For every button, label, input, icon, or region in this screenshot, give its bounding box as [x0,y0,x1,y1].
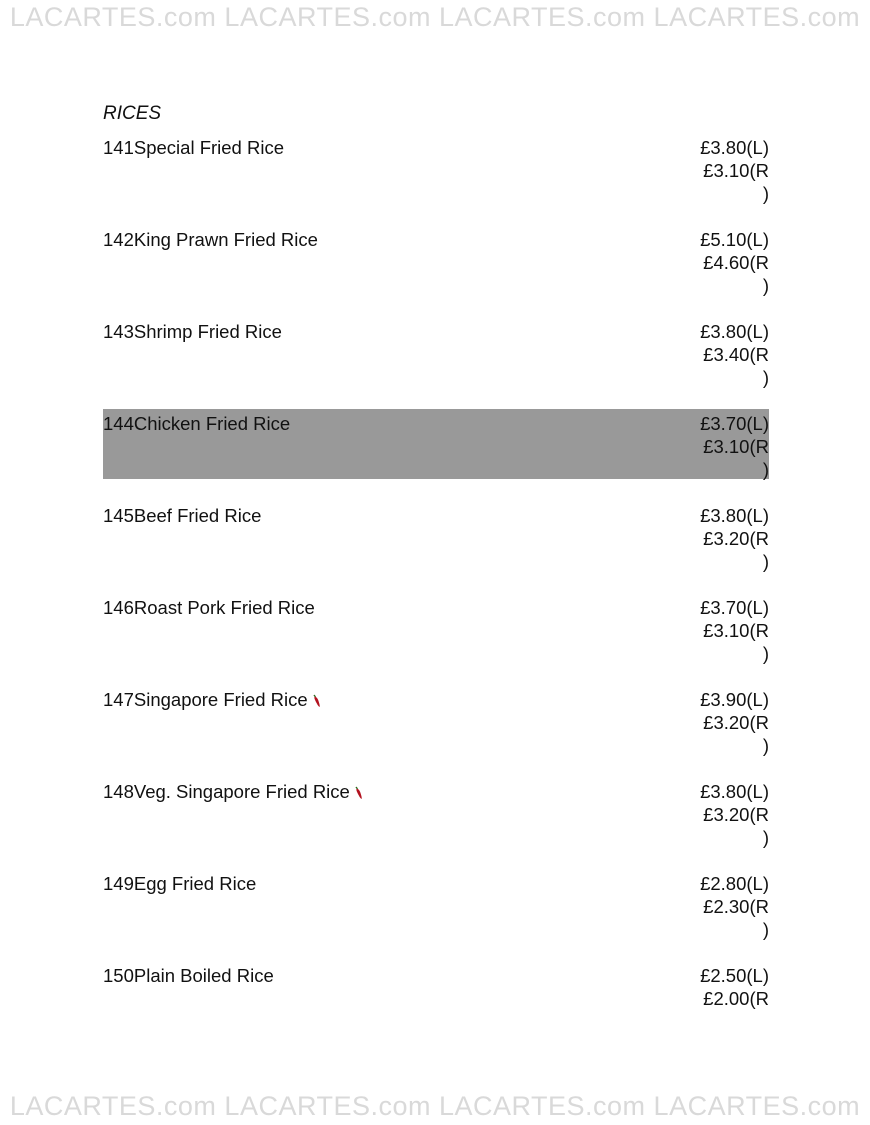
price-regular: £3.10(R [703,620,769,641]
item-price [679,964,769,1010]
item-number: 145 [103,505,134,526]
menu-item [103,504,769,596]
item-number: 146 [103,597,134,618]
item-price [679,504,769,573]
price-large: £3.80(L) [700,321,769,342]
price-regular: £3.20(R [703,804,769,825]
item-price [679,596,769,665]
price-regular: £3.40(R [703,344,769,365]
price-bracket: ) [762,919,769,940]
watermark-bottom: LACARTES.com LACARTES.com LACARTES.com LACARTES.com [9,1091,861,1121]
price-large: £2.80(L) [700,873,769,894]
price-regular: £3.10(R [703,436,769,457]
item-label: Egg Fried Rice [133,873,257,894]
item-number: 147 [103,689,134,710]
menu-item [103,228,769,320]
price-regular: £2.30(R [703,896,769,917]
item-price [679,412,769,481]
item-name [103,596,315,619]
item-name [103,136,284,159]
item-number: 141 [103,137,134,158]
price-bracket: ) [762,459,769,480]
price-bracket: ) [762,275,769,296]
item-label: Plain Boiled Rice [133,965,274,986]
item-label: Special Fried Rice [133,137,284,158]
price-regular: £3.10(R [703,160,769,181]
price-regular: £4.60(R [703,252,769,273]
menu-list [103,136,769,1056]
item-name [103,412,290,435]
item-name [103,228,318,251]
price-large: £3.70(L) [700,597,769,618]
item-number: 149 [103,873,134,894]
price-regular: £3.20(R [703,528,769,549]
item-name [103,780,364,803]
price-large: £3.80(L) [700,505,769,526]
menu-item [103,780,769,872]
price-bracket: ) [762,735,769,756]
item-label: Beef Fried Rice [133,505,262,526]
menu-item [103,688,769,780]
item-name [103,872,256,895]
menu-item [103,320,769,412]
price-bracket: ) [762,367,769,388]
price-bracket: ) [762,827,769,848]
item-price [679,688,769,757]
menu-item [103,596,769,688]
price-bracket: ) [762,551,769,572]
chili-icon [312,694,322,708]
item-number: 148 [103,781,134,802]
item-name [103,504,261,527]
price-bracket: ) [762,643,769,664]
item-price [679,228,769,297]
item-number: 142 [103,229,134,250]
price-large: £3.80(L) [700,781,769,802]
price-bracket: ) [762,183,769,204]
item-label: Veg. Singapore Fried Rice [133,781,350,802]
price-large: £3.80(L) [700,137,769,158]
price-regular: £2.00(R [703,988,769,1009]
item-label: Chicken Fried Rice [133,413,291,434]
price-large: £5.10(L) [700,229,769,250]
watermark-top: LACARTES.com LACARTES.com LACARTES.com LACARTES.com [9,2,861,32]
item-name [103,688,322,711]
item-number: 143 [103,321,134,342]
price-large: £3.70(L) [700,413,769,434]
price-large: £3.90(L) [700,689,769,710]
item-price [679,780,769,849]
item-name [103,320,282,343]
item-number: 144 [103,413,134,434]
section-title: RICES [103,103,162,124]
item-name [103,964,274,987]
item-label: Roast Pork Fried Rice [133,597,315,618]
item-number: 150 [103,965,134,986]
item-price [679,872,769,941]
menu-item [103,412,769,504]
price-large: £2.50(L) [700,965,769,986]
menu-item [103,964,769,1056]
item-label: King Prawn Fried Rice [133,229,318,250]
price-regular: £3.20(R [703,712,769,733]
chili-icon [354,786,364,800]
item-price [679,136,769,205]
item-label: Shrimp Fried Rice [133,321,282,342]
item-label: Singapore Fried Rice [133,689,308,710]
item-price [679,320,769,389]
menu-item [103,136,769,228]
menu-item [103,872,769,964]
